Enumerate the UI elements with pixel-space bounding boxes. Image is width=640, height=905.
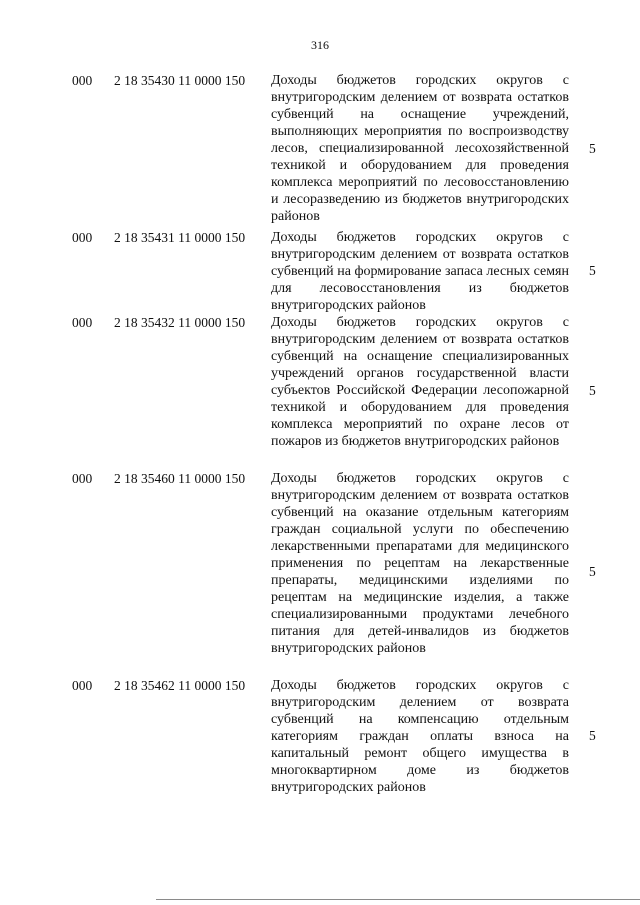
budget-classification-code: 2 18 35430 11 0000 150 — [114, 73, 246, 88]
revenue-description: Доходы бюджетов городских округов с внутригородским делением от возврата субвенций на компенсацию отдельным категориям граждан оплаты взноса на капитальный ремонт общего имущества в многоквартирном доме из бюджетов внутригородских районов — [271, 678, 569, 795]
scan-edge-line — [156, 899, 640, 900]
budget-classification-code: 2 18 35460 11 0000 150 — [114, 471, 246, 486]
revenue-description: Доходы бюджетов городских округов с внутригородским делением от возврата остатков субвенций на оснащение учреждений, выполняющих мероприятия по воспроизводству лесов, специализированной лесохозяйственной техникой и оборудованием для проведения комплекса мероприятий по лесовосстановлению и лесоразведению из бюджетов внутригородских районов — [271, 73, 569, 224]
norm-value: 5 — [589, 728, 596, 743]
revenue-description: Доходы бюджетов городских округов с внутригородским делением от возврата остатков субвенций на оказание отдельным категориям граждан социальной услуги по обеспечению лекарственными препаратами для медицинского применения по рецептам на лекарственные препараты, медицинскими изделиями по рецептам на медицинские изделия, а также специализированными продуктами лечебного питания для детей-инвалидов из бюджетов внутригородских районов — [271, 471, 569, 656]
admin-code: 000 — [72, 315, 93, 330]
admin-code: 000 — [72, 678, 93, 693]
norm-value: 5 — [589, 141, 596, 156]
revenue-description: Доходы бюджетов городских округов с внутригородским делением от возврата остатков субвенций на оснащение специализированных учреждений органов государственной власти субъектов Российской Федерации лесопожарной техникой и оборудованием для проведения комплекса мероприятий по охране лесов от пожаров из бюджетов внутригородских районов — [271, 315, 569, 449]
norm-value: 5 — [589, 383, 596, 398]
budget-classification-code: 2 18 35432 11 0000 150 — [114, 315, 246, 330]
revenue-description: Доходы бюджетов городских округов с внутригородским делением от возврата остатков субвенций на формирование запаса лесных семян для лесовосстановления из бюджетов внутригородских районов — [271, 230, 569, 313]
budget-classification-code: 2 18 35431 11 0000 150 — [114, 230, 246, 245]
admin-code: 000 — [72, 73, 93, 88]
admin-code: 000 — [72, 471, 93, 486]
norm-value: 5 — [589, 564, 596, 579]
admin-code: 000 — [72, 230, 93, 245]
page-number: 316 — [311, 38, 329, 52]
budget-classification-code: 2 18 35462 11 0000 150 — [114, 678, 246, 693]
norm-value: 5 — [589, 263, 596, 278]
